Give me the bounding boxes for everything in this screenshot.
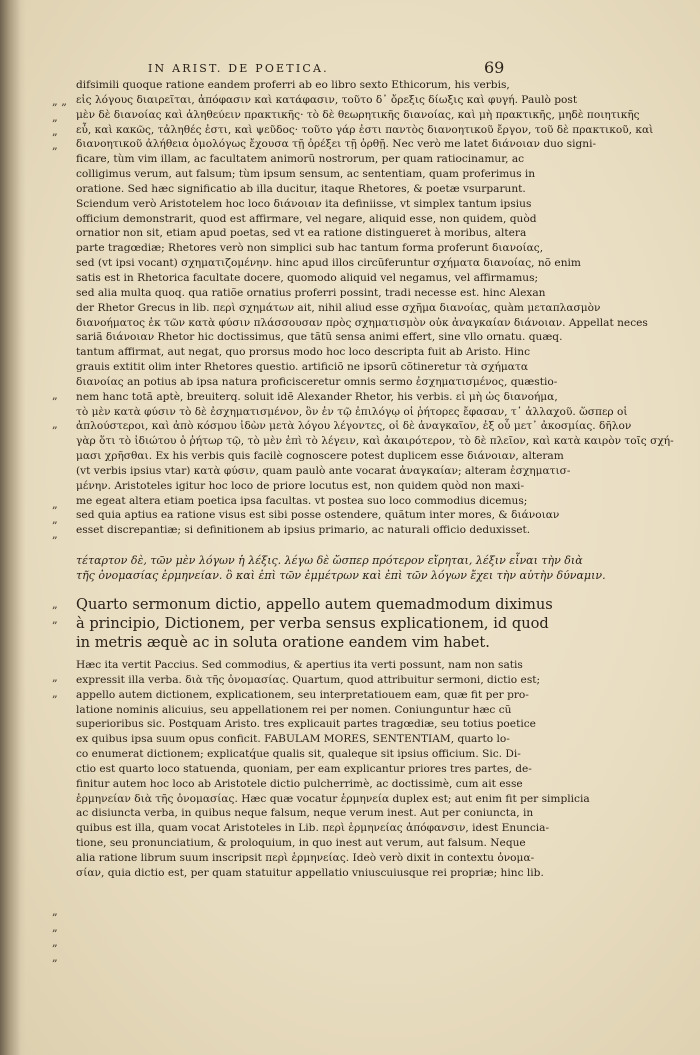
greek-quote-line: τῆς ὀνομασίας ἑρμηνείαν. ὃ καὶ ἐπὶ τῶν ἐμμέτρων καὶ ἐπὶ τῶν λόγων ἔχει τὴν αὐτὴν δύναμιν. (76, 569, 606, 582)
text-line: difsimili quoque ratione eandem proferri ab eo libro sexto Ethicorum, his verbis, (76, 79, 510, 91)
text-line: ctio est quarto loco statuenda, quoniam, per eam explicantur priores tres partes, de- (76, 762, 532, 775)
text-line: co enumerat dictionem; explicatq́ue qualis sit, qualeque sit ipsius officium. Sic. Di- (76, 748, 521, 761)
text-line: nem hanc totã aptè, breuiterq. soluit idẽ Alexander Rhetor, his verbis. εἰ μὴ ὡς διανοήμα, (76, 390, 558, 403)
text-line: esset discrepantiæ; si definitionem ab ipsius primario, ac naturali officio deduxisset. (76, 524, 531, 537)
running-header: IN ARIST. DE POETICA. (148, 62, 329, 75)
commentary-paragraph-2 (76, 658, 590, 881)
margin-mark: „ (52, 389, 58, 402)
text-line: διανοήματος ἐκ τῶν κατὰ φύσιν πλάσσουσαν πρὸς σχηματισμὸν οὐκ ἀναγκαίαν διάνοιαν. Appellat neces (76, 316, 648, 329)
margin-mark: „ (52, 125, 58, 138)
text-line: διανοητικοῦ ἀλήθεια ὁμολόγως ἔχουσα τῇ ὀρέξει τῇ ὀρθῇ. Nec verò me latet διάνοιαν duo signi- (76, 138, 597, 151)
margin-mark: „ (52, 687, 58, 700)
text-line: latione nominis alicuius, seu appellationem rei per nomen. Coniunguntur hæc cũ (76, 703, 512, 716)
text-line: σίαν, quia dictio est, per quam statuitur appellatio vniuscuiusque rei propriæ; hinc lib. (76, 866, 544, 879)
text-line: ornatior non sit, etiam apud poetas, sed vt ea ratione distingueret à moribus, altera (76, 227, 527, 240)
text-line: Hæc ita vertit Paccius. Sed commodius, & apertius ita verti possunt, nam non satis (76, 659, 523, 671)
text-line: parte tragœdiæ; Rhetores verò non simplici sub hac tantum forma proferunt διανοίας, (76, 242, 544, 255)
text-line: sed quia aptius ea ratione visus est sibi posse ostendere, quãtum inter mores, & διάνοιαν (76, 509, 560, 522)
text-line: μὲν δὲ διανοίας καὶ ἀληθεύειν πρακτικῆς· τὸ δὲ θεωρητικῆς διανοίας, καὶ μὴ πρακτικῆς, μηδὲ ποιητικῆς (76, 108, 640, 121)
margin-mark: „ (52, 671, 58, 684)
text-line: μένην. Aristoteles igitur hoc loco de priore locutus est, non quidem quòd non maxi- (76, 479, 525, 492)
text-line: μασι χρῆσθαι. Ex his verbis quis facilè cognoscere potest duplicem esse διάνοιαν, alteram (76, 450, 564, 463)
text-line: ἑρμηνείαν διὰ τῆς ὀνομασίας. Hæc quæ vocatur ἑρμηνεία duplex est; aut enim fit per simplicia (76, 792, 590, 805)
translation-line: Quarto sermonum dictio, appello autem quemadmodum diximus (76, 596, 553, 613)
text-line: ex quibus ipsa suum opus conficit. FABULAM MORES, SENTENTIAM, quarto lo- (76, 733, 510, 746)
text-line: εὖ, καὶ κακῶς, τἀληθές ἐστι, καὶ ψεῦδος· τοῦτο γάρ ἐστι παντὸς διανοητικοῦ ἔργον, τοῦ δὲ πρακτικοῦ, καὶ (76, 123, 654, 136)
greek-quote-line: τέταρτον δὲ, τῶν μὲν λόγων ἡ λέξις. λέγω δὲ ὥσπερ πρότερον εἴρηται, λέξιν εἶναι τὴν διὰ (76, 554, 583, 567)
text-line: tione, seu pronunciatium, & proloquium, in quo inest aut verum, aut falsum. Neque (76, 837, 526, 850)
translation-line: in metris æquè ac in soluta oratione eandem vim habet. (76, 634, 490, 651)
text-line: sed alia multa quoq. qua ratiõe ornatius proferri possint, tradi necesse est. hinc Alexan (76, 286, 546, 299)
margin-mark: „ (52, 513, 58, 526)
text-line: ficare, tùm vim illam, ac facultatem animorũ nostrorum, per quam ratiocinamur, ac (76, 153, 525, 166)
text-line: oratione. Sed hæc significatio ab illa ducitur, itaque Rhetores, & poetæ vsurparunt. (76, 182, 526, 195)
text-line: appello autem dictionem, explicationem, seu interpretatiouem eam, quæ fit per pro- (76, 688, 529, 701)
text-line: expressit illa verba. διὰ τῆς ὀνομασίας. Quartum, quod attribuitur sermoni, dictio est; (76, 673, 541, 686)
margin-mark: „ (52, 111, 58, 124)
text-line: colligimus verum, aut falsum; tùm ipsum sensum, ac sententiam, quam proferimus in (76, 168, 536, 181)
text-line: grauis extitit olim inter Rhetores questio. artificiõ ne ipsorũ cõtineretur τὰ σχήματα (76, 361, 528, 374)
binding-gutter (0, 0, 26, 1055)
greek-lemma (76, 553, 606, 583)
text-line: tantum affirmat, aut negat, quo prorsus modo hoc loco descripta fuit ab Aristo. Hinc (76, 346, 530, 359)
text-line: sed (vt ipsi vocant) σχηματιζομένην. hinc apud illos circũferuntur σχήματα διανοίας, nõ enim (76, 257, 581, 270)
page-number: 69 (484, 58, 505, 77)
text-line: der Rhetor Grecus in lib. περὶ σχημάτων ait, nihil aliud esse σχῆμα διανοίας, quàm μεταπλασμὸν (76, 301, 601, 314)
margin-mark: „ (52, 139, 58, 152)
margin-mark: „ (52, 951, 58, 964)
text-line: (vt verbis ipsius vtar) κατὰ φύσιν, quam paulò ante vocarat ἀναγκαίαν; alteram ἐσχηματισ- (76, 464, 571, 477)
margin-mark: „ (52, 921, 58, 934)
text-line: ac disiuncta verba, in quibus neque falsum, neque verum inest. Aut per coniuncta, in (76, 807, 534, 820)
text-line: superioribus sic. Postquam Aristo. tres explicauit partes tragœdiæ, seu totius poetice (76, 718, 536, 731)
text-line: sariã διάνοιαν Rhetor hic doctissimus, que tãtũ sensa animi effert, sine vllo ornatu. quæq. (76, 331, 563, 344)
text-line: satis est in Rhetorica facultate docere, quomodo aliquid vel negamus, vel affirmamus; (76, 271, 539, 284)
text-line: διανοίας an potius ab ipsa natura proficisceretur omnis sermo ἐσχηματισμένος, quæstio- (76, 375, 558, 388)
text-line: τὸ μὲν κατὰ φύσιν τὸ δὲ ἐσχηματισμένον, ὃν ἐν τῷ ἐπιλόγῳ οἱ ῥήτορες ἔφασαν, τ᾽ ἀλλαχοῦ. ὥσπερ οἱ (76, 405, 628, 418)
text-line: finitur autem hoc loco ab Aristotele dictio pulcherrimè, ac doctissimè, cum ait esse (76, 777, 523, 790)
margin-mark: „ (52, 598, 58, 611)
margin-mark: „ (52, 498, 58, 511)
text-line: quibus est illa, quam vocat Aristoteles in Lib. περὶ ἑρμηνείας ἀπόφανσιν, idest Enuncia- (76, 822, 550, 835)
latin-translation (76, 595, 553, 652)
margin-mark: „ (52, 528, 58, 541)
text-line: Sciendum verò Aristotelem hoc loco διάνοιαν ita definiisse, vt simplex tantum ipsius (76, 197, 532, 210)
text-line: εἰς λόγους διαιρεῖται, ἀπόφασιν καὶ κατάφασιν, τοῦτο δ᾽ ὄρεξις δίωξις καὶ φυγή. Paulò post (76, 93, 578, 106)
margin-mark: „ (52, 936, 58, 949)
margin-mark: „ „ (52, 95, 67, 108)
text-line: me egeat altera etiam poetica ipsa facultas. vt postea suo loco commodius dicemus; (76, 494, 528, 507)
margin-mark: „ (52, 418, 58, 431)
text-line: alia ratione librum suum inscripsit περὶ ἑρμηνείας. Ideò verò dixit in contextu ὀνομα- (76, 851, 535, 864)
text-line: officium demonstrarit, quod est affirmare, vel negare, aliquid esse, non quidem, quòd (76, 212, 537, 225)
text-line: γὰρ ὅτι τὸ ἰδιώτου ὁ ῥήτωρ τῷ, τὸ μὲν ἐπὶ τὸ λέγειν, καὶ ἀκαιρότερον, τὸ δὲ πλεῖον, καὶ κατὰ καιρὸν τοῖς σχή- (76, 435, 674, 448)
margin-mark: „ (52, 613, 58, 626)
translation-line: à principio, Dictionem, per verba sensus explicationem, id quod (76, 615, 549, 632)
text-line: ἀπλούστεροι, καὶ ἀπὸ κόσμου ἰδὼν μετὰ λόγου λέγοντες, οἱ δὲ ἀναγκαῖον, ἐξ οὗ μετ᾽ ἀκοσμίας. δῆλον (76, 420, 632, 433)
margin-mark: „ (52, 905, 58, 918)
commentary-paragraph-1 (76, 78, 674, 538)
